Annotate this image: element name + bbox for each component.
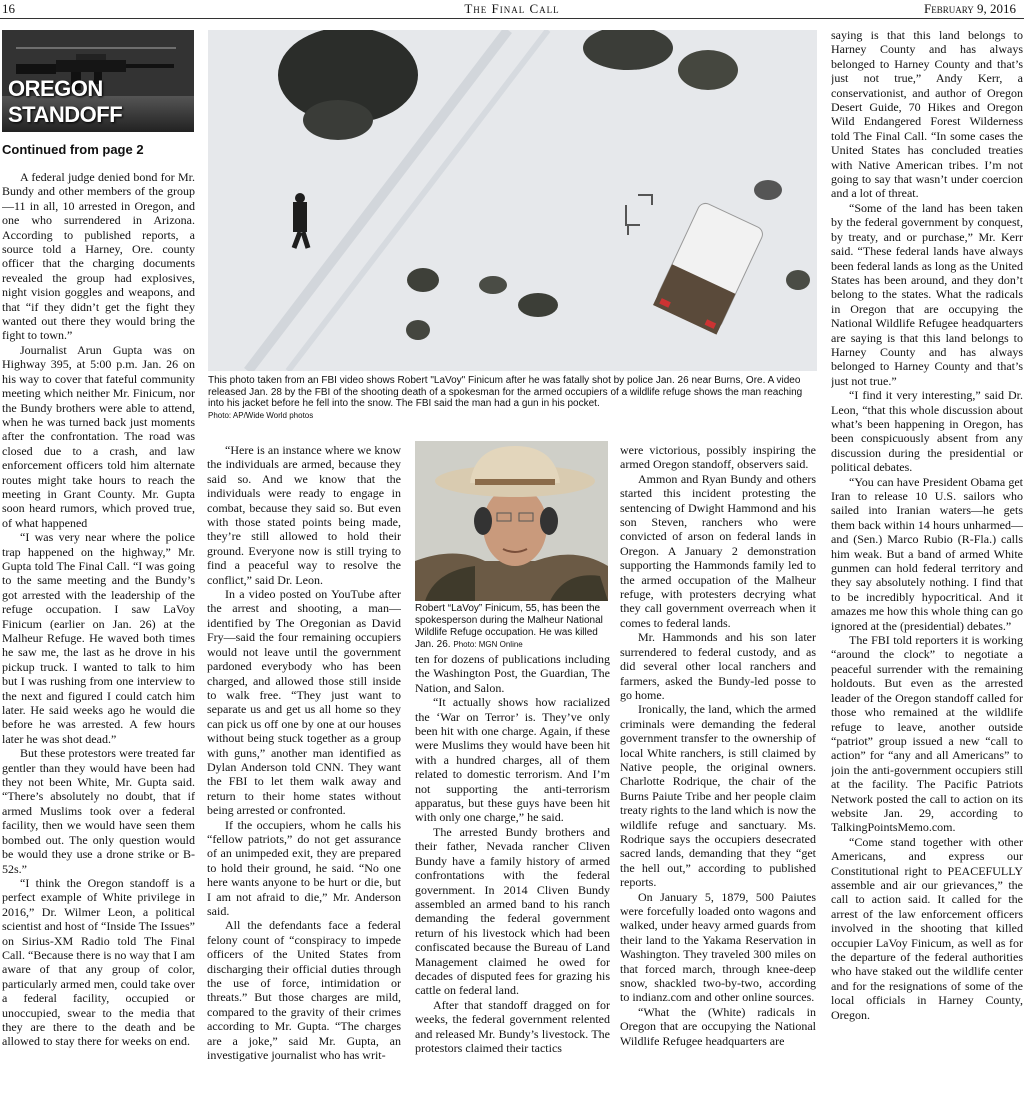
paragraph: Ammon and Ryan Bundy and others started this incident protesting the sentencing of Dwight Hammond and his son Steven, ranchers who were convicted of arson on federal lands in Oregon. A January 2 demonstration supporting the Hammonds family led to the armed occupation of the Malheur refuge, with protesters decrying what they call government overreach when it comes to federal lands. <box>620 471 816 630</box>
portrait-credit: Photo: MGN Online <box>453 640 523 649</box>
column-5 <box>831 28 1023 1106</box>
column-1 <box>2 170 195 1105</box>
masthead: The Final Call <box>464 1 560 16</box>
paragraph: In a video posted on YouTube after the arrest and shooting, a man—identified by The Oregonian as David Fry—said the four remaining occupiers would not leave until the government pardoned everybody who has been charged, and allowed those still inside to walk free. “They just want to separate us and get us all home so they can pick us off one by one at our houses without being stuck together as a group with guns,” another man identified as Dylan Anderson told CNN. They want the FBI to let them walk away and return to their home states without being arrested or confronted. <box>207 587 401 818</box>
paragraph: Mr. Hammonds and his son later surrendered to federal custody, and as did several other local ranchers and farmers, asked the Bundy-led posse to go home. <box>620 630 816 702</box>
paragraph: “I find it very interesting,” said Dr. Leon, “that this whole discussion about what’s been happening in Oregon, has been conspicuously absent from any discussion during the presidential or political debates. <box>831 388 1023 475</box>
paragraph: On January 5, 1879, 500 Paiutes were forcefully loaded onto wagons and walked, under heavy armed guards from their land to the Yakama Reservation in Washington. They traveled 300 miles on that forced march, through knee-deep snow, shackled two-by-two, according to indianz.com and other online sources. <box>620 889 816 1005</box>
paragraph: After that standoff dragged on for weeks, the federal government relented and released Mr. Bundy’s livestock. The protestors claimed their tactics <box>415 997 610 1055</box>
paragraph: The FBI told reporters it is working “around the clock” to negotiate a peaceful surrender with the remaining holdouts. But even as the arrested leader of the Oregon standoff called for those who remained at the wildlife refuge to leave, another outside “patriot” group issued a new “call to action” for “any and all Americans” to join the anti-government occupiers still at the facility. The Pacific Patriots Network posted the call to action on its website Jan. 29, according to TalkingPointsMemo.com. <box>831 633 1023 835</box>
page-number: 16 <box>2 1 15 16</box>
column-3 <box>415 652 610 1107</box>
continued-heading: Continued from page 2 <box>2 142 144 157</box>
photo-credit: Photo: AP/Wide World photos <box>208 410 314 420</box>
paragraph: “It actually shows how racialized the ‘War on Terror’ is. They’ve only been hit with one charge. Again, if these were Muslims they would have been hit with a hundred charges, all of them related to domestic terrorism. And I’m not supporting the anti-terrorism apparatus, but these guys have been hit with only one charge,” he said. <box>415 695 610 825</box>
paragraph: “Here is an instance where we know the individuals are armed, because they said so. And we know that the individuals were ready to engage in combat, because they said so. But even with those stated points being made, they’re still allowed to hold their ground. Everyone now is still trying to find a peaceful way to resolve the conflict,” said Dr. Leon. <box>207 443 401 587</box>
paragraph: A federal judge denied bond for Mr. Bundy and other members of the group—11 in all, 10 arrested in Oregon, and one who surrendered in Arizona. According to published reports, a source told a Harney, Ore. county officer that the charging documents revealed the group had explosives, night vision goggles and weapons, and that “if they didn’t get the fight they wanted out there they would bring the fight to town.” <box>2 170 195 343</box>
paragraph: “Some of the land has been taken by the federal government by conquest, by treaty, and or purchase,” Mr. Kerr said. “These federal lands have always been federal lands as long as the United States has been around, and they don’t belong to the states. What the radicals in Oregon that are occupying the National Wildlife Refugee headquarters are saying is that this land belongs to Harney County and has always belonged to Harney County and that’s just not true.” <box>831 200 1023 388</box>
paragraph: were victorious, possibly inspiring the armed Oregon standoff, observers said. <box>620 443 816 472</box>
paragraph: But these protestors were treated far gentler than they would have been had they not been White, Mr. Gupta said. “There’s absolutely no doubt, that if armed Muslims took over a federal facility, then we would have seen them bombed out. The only question would be would they use a drone strike or B-52s.” <box>2 746 195 876</box>
photo-caption-text: This photo taken from an FBI video shows Robert "LaVoy" Finicum after he was fatally shot by police Jan. 26 near Burns, Ore. A video released Jan. 28 by the FBI of the shooting death of a spokesman for the armed occupiers of a wildlife refuge shows the man reaching into his jacket before he fell into the snow. The FBI said the man had a gun in his pocket. <box>208 375 803 410</box>
portrait-caption <box>415 603 610 651</box>
paragraph: If the occupiers, whom he calls his “fellow patriots,” do not get assurance of an unimpeded exit, they are prepared to hold their ground, he said. “No one here wants anyone to be hurt or die, but I am not afraid to die,” Mr. Anderson said. <box>207 817 401 918</box>
column-4 <box>620 443 816 1108</box>
issue-date: February 9, 2016 <box>924 1 1016 16</box>
finicum-portrait <box>415 441 608 601</box>
fbi-video-photo <box>208 30 817 371</box>
paragraph: saying is that this land belongs to Harney County and has always belonged to Harney County and that’s just not true,” Andy Kerr, a conservationist, and author of Oregon Desert Guide, 70 Hikes and Oregon Wild Endangered Forest Wilderness told The Final Call. “In some cases the United States has concluded treaties with Native American tribes. I’m not going to say that wasn’t under coercion and a lot of threat. <box>831 28 1023 201</box>
paragraph: Ironically, the land, which the armed criminals were demanding the federal government transfer to the ownership of local White ranchers, is still claimed by Native people, the original owners. Charlotte Rodrique, the chair of the Burns Paiute Tribe and her people claim treaty rights to the land which is now the wildlife refuge and sanctuary. Ms. Rodrique says the occupiers desecrated sacred lands, demanding that they “get the hell out,” according to published reports. <box>620 702 816 890</box>
paragraph: Journalist Arun Gupta was on Highway 395, at 5:00 p.m. Jan. 26 on his way to cover that fateful community meeting which neither Mr. Finicum, nor the Bundy brothers were able to attend, when he was turned back just moments after the confrontation. The road was closed due to a crash, and law enforcement officers told him alternate routes might take hours to reach the meeting in Grant County. Mr. Gupta soon heard rumors, which proved true, of what happened <box>2 342 195 530</box>
paragraph: ten for dozens of publications including the Washington Post, the Guardian, The Nation, and Salon. <box>415 652 610 695</box>
paragraph: “What the (White) radicals in Oregon that are occupying the National Wildlife Refugee headquarters are <box>620 1004 816 1048</box>
oregon-standoff-logo <box>2 30 194 132</box>
column-2 <box>207 443 401 1108</box>
paragraph: “I was very near where the police trap happened on the highway,” Mr. Gupta told The Final Call. “I was going to the same meeting and the Bundy’s got arrested with the leadership of the refuge occupation. I saw LaVoy Finicum (earlier on Jan. 26) at the Malheur Refuge. He waved both times he saw me, the last as he drove in his pickup truck. I wanted to talk to him but I was rushing from one interview to the next and figured I could catch him later. He said weeks ago he would die before he was arrested. A few hours later he was shot dead.” <box>2 530 195 746</box>
photo-caption <box>208 375 820 421</box>
paragraph: “You can have President Obama get Iran to release 10 U.S. sailors who sailed into Iranian waters—he gets them back within 14 hours unharmed—and (Sen.) Marco Rubio (R-Fla.) calls him weak. But a band of armed White gunmen can hold federal territory and they say absolutely nothing. I find that to be incredibly hypocritical. And it amazes me how this whole thing can go ignored at the (presidential) debates.” <box>831 474 1023 633</box>
portrait-caption-text: Robert “LaVoy” Finicum, 55, has been the spokesperson during the Malheur National Wildlife Refuge occupation. He was killed Jan. 26. <box>415 603 603 650</box>
paragraph: The arrested Bundy brothers and their father, Nevada rancher Cliven Bundy have a family history of armed confrontations with the federal government. In 2014 Cliven Bundy assembled an armed band to his ranch demanding the federal government return of his livestock which had been confiscated because the Bureau of Land Management claimed he owed for decades of disputed fees for grazing his cattle on federal land. <box>415 824 610 998</box>
page-header <box>0 0 1024 19</box>
paragraph: “I think the Oregon standoff is a perfect example of White privilege in 2016,” Dr. Wilmer Leon, a political scientist and host of “Inside The Issues” on Sirius-XM Radio told The Final Call. “Because there is no way that I am aware of that any group of color, particularly armed men, could take over a federal facility, occupied or unoccupied, swear to the media that they are there to the death and be allowed to stay there for weeks on end. <box>2 875 195 1049</box>
logo-text: OREGON STANDOFF <box>8 76 123 127</box>
paragraph: All the defendants face a federal felony count of “conspiracy to impede officers of the United States from discharging their official duties through the use of force, intimidation or threats.” But those charges are mild, compared to the gravity of their crimes according to Mr. Gupta. “The charges are a joke,” said Mr. Gupta, an investigative journalist who has writ- <box>207 918 401 1063</box>
paragraph: “Come stand together with other Americans, and express our Constitutional right to PEACEFULLY assemble and air our grievances,” the call to action said. It called for the arrest of the law enforcement officers involved in the shooting that killed occupier LaVoy Finicum, as well as for the departure of the federal authorities who have staked out the wildlife center and for the resignations of some of the local officials in Harney County, Oregon. <box>831 834 1023 1022</box>
